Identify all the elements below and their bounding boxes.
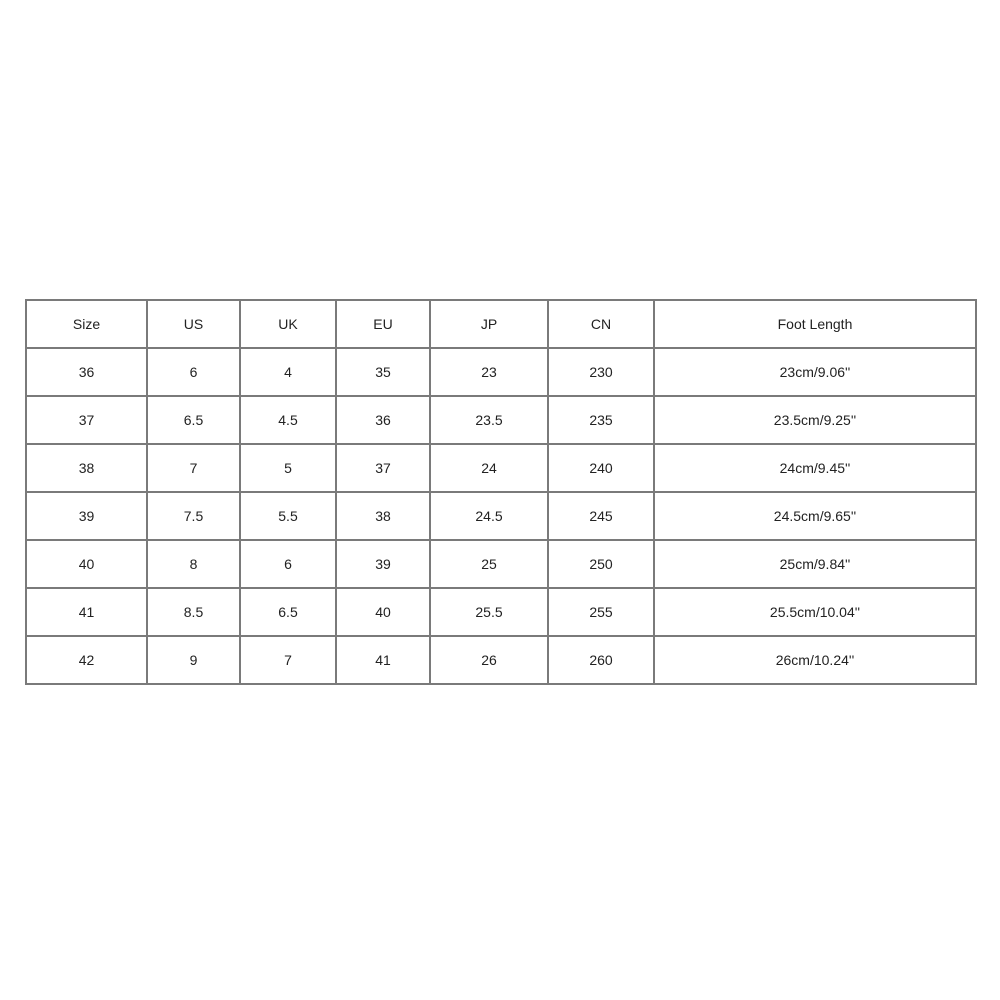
- cell-eu: 37: [336, 444, 430, 492]
- cell-size: 36: [26, 348, 147, 396]
- table-row: [26, 492, 976, 540]
- cell-us: 8.5: [147, 588, 240, 636]
- cell-uk: 5: [240, 444, 336, 492]
- cell-eu: 41: [336, 636, 430, 684]
- table-row: [26, 636, 976, 684]
- cell-foot-length: 25cm/9.84'': [654, 540, 976, 588]
- cell-size: 39: [26, 492, 147, 540]
- cell-foot-length: 25.5cm/10.04'': [654, 588, 976, 636]
- cell-foot-length: 23.5cm/9.25'': [654, 396, 976, 444]
- cell-size: 42: [26, 636, 147, 684]
- header-cn: CN: [548, 300, 654, 348]
- cell-foot-length: 26cm/10.24'': [654, 636, 976, 684]
- cell-cn: 245: [548, 492, 654, 540]
- header-uk: UK: [240, 300, 336, 348]
- cell-cn: 235: [548, 396, 654, 444]
- cell-us: 6: [147, 348, 240, 396]
- table-row: [26, 444, 976, 492]
- cell-eu: 35: [336, 348, 430, 396]
- cell-foot-length: 24cm/9.45'': [654, 444, 976, 492]
- table-row: [26, 396, 976, 444]
- cell-eu: 36: [336, 396, 430, 444]
- cell-us: 8: [147, 540, 240, 588]
- cell-jp: 26: [430, 636, 548, 684]
- cell-cn: 250: [548, 540, 654, 588]
- header-foot-length: Foot Length: [654, 300, 976, 348]
- cell-jp: 24.5: [430, 492, 548, 540]
- table-row: [26, 588, 976, 636]
- cell-cn: 260: [548, 636, 654, 684]
- cell-eu: 38: [336, 492, 430, 540]
- cell-size: 38: [26, 444, 147, 492]
- cell-us: 7.5: [147, 492, 240, 540]
- cell-jp: 23: [430, 348, 548, 396]
- cell-eu: 40: [336, 588, 430, 636]
- cell-uk: 5.5: [240, 492, 336, 540]
- table-row: [26, 540, 976, 588]
- cell-us: 6.5: [147, 396, 240, 444]
- cell-cn: 255: [548, 588, 654, 636]
- cell-foot-length: 23cm/9.06'': [654, 348, 976, 396]
- cell-cn: 240: [548, 444, 654, 492]
- cell-size: 37: [26, 396, 147, 444]
- cell-cn: 230: [548, 348, 654, 396]
- cell-uk: 6: [240, 540, 336, 588]
- header-eu: EU: [336, 300, 430, 348]
- cell-jp: 23.5: [430, 396, 548, 444]
- cell-uk: 7: [240, 636, 336, 684]
- cell-uk: 6.5: [240, 588, 336, 636]
- cell-uk: 4: [240, 348, 336, 396]
- cell-us: 9: [147, 636, 240, 684]
- cell-jp: 25: [430, 540, 548, 588]
- cell-size: 41: [26, 588, 147, 636]
- header-row: [26, 300, 976, 348]
- header-us: US: [147, 300, 240, 348]
- cell-size: 40: [26, 540, 147, 588]
- cell-eu: 39: [336, 540, 430, 588]
- header-jp: JP: [430, 300, 548, 348]
- cell-jp: 25.5: [430, 588, 548, 636]
- size-rows: [26, 348, 976, 684]
- header-size: Size: [26, 300, 147, 348]
- cell-foot-length: 24.5cm/9.65'': [654, 492, 976, 540]
- table-row: [26, 348, 976, 396]
- cell-us: 7: [147, 444, 240, 492]
- cell-uk: 4.5: [240, 396, 336, 444]
- cell-jp: 24: [430, 444, 548, 492]
- size-chart-table: [25, 299, 977, 685]
